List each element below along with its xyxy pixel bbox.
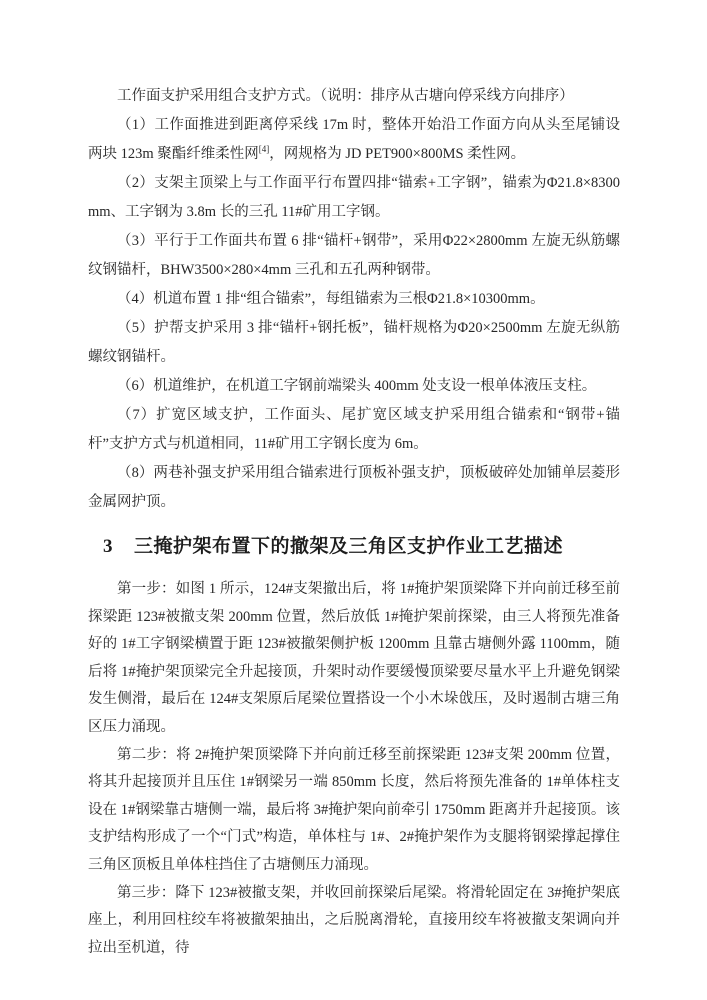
list-item-6: （6）机道维护，在机道工字钢前端梁头 400mm 处支设一根单体液压支柱。 bbox=[117, 378, 597, 394]
list-item-1 bbox=[88, 111, 620, 169]
step-1-paragraph: 第一步：如图 1 所示，124#支架撤出后，将 1#掩护架顶梁降下并向前迁移至前探梁距 123#被撤支架 200mm 位置，然后放低 1#掩护架前探梁，由三人将预先准备好的 1#工字钢梁横置于距 123#被撤架侧护板 1200mm 且靠古塘侧外露 1100mm，随后将 1#掩护架顶梁完全升起接顶，升架时动作要缓慢顶梁要尽量水平上升避免钢梁发生侧滑，最后在 124#支架原后尾梁位置搭设一个小木垛戗压，及时遏制古塘三角区压力涌现。 bbox=[88, 581, 620, 735]
intro-paragraph: 工作面支护采用组合支护方式。（说明：排序从古塘向停采线方向排序） bbox=[117, 88, 574, 104]
procedure-section bbox=[88, 576, 620, 962]
list-item-7: （7）扩宽区域支护，工作面头、尾扩宽区域支护采用组合锚索和“钢带+锚杆”支护方式与机道相同，11#矿用工字钢长度为 6m。 bbox=[88, 407, 620, 452]
step-2-paragraph: 第二步：将 2#掩护架顶梁降下并向前迁移至前探梁距 123#支架 200mm 位置，将其升起接顶并且压住 1#钢梁另一端 850mm 长度，然后将预先准备的 1#单体柱支设在 1#钢梁靠古塘侧一端，最后将 3#掩护架向前牵引 1750mm 距离并升起接顶。该支护结构形成了一个“门式”构造，单体柱与 1#、2#掩护架作为支腿将钢梁撑起撑住三角区顶板且单体柱挡住了古塘侧压力涌现。 bbox=[88, 746, 620, 873]
section-heading-number: 3 bbox=[103, 536, 113, 557]
support-method-section bbox=[88, 82, 620, 517]
list-item-3: （3）平行于工作面共布置 6 排“锚杆+钢带”，采用Φ22×2800mm 左旋无纵筋螺纹钢锚杆，BHW3500×280×4mm 三孔和五孔两种钢带。 bbox=[88, 233, 620, 278]
section-heading-title: 三掩护架布置下的撤架及三角区支护作业工艺描述 bbox=[134, 536, 564, 557]
list-item-1-text-pre: （1）工作面推进到距离停采线 17m 时，整体开始沿工作面方向从头至尾铺设两块 123m 聚酯纤维柔性网 bbox=[88, 117, 620, 162]
list-item-2: （2）支架主顶梁上与工作面平行布置四排“锚索+工字钢”，锚索为Φ21.8×8300mm、工字钢为 3.8m 长的三孔 11#矿用工字钢。 bbox=[88, 175, 620, 220]
step-3-paragraph: 第三步：降下 123#被撤支架，并收回前探梁后尾梁。将滑轮固定在 3#掩护架底座上，利用回柱绞车将被撤架抽出，之后脱离滑轮，直接用绞车将被撤支架调向并拉出至机道，待 bbox=[88, 884, 620, 956]
list-item-5: （5）护帮支护采用 3 排“锚杆+钢托板”，锚杆规格为Φ20×2500mm 左旋无纵筋螺纹钢锚杆。 bbox=[88, 320, 620, 365]
list-item-8: （8）两巷补强支护采用组合锚索进行顶板补强支护，顶板破碎处加铺单层菱形金属网护顶。 bbox=[88, 465, 620, 510]
list-item-4: （4）机道布置 1 排“组合锚索”，每组锚索为三根Φ21.8×10300mm。 bbox=[117, 291, 545, 307]
section-heading bbox=[88, 531, 620, 563]
citation-superscript: [4] bbox=[258, 144, 270, 155]
list-item-1-text-post: ，网规格为 JD PET900×800MS 柔性网。 bbox=[269, 146, 526, 162]
